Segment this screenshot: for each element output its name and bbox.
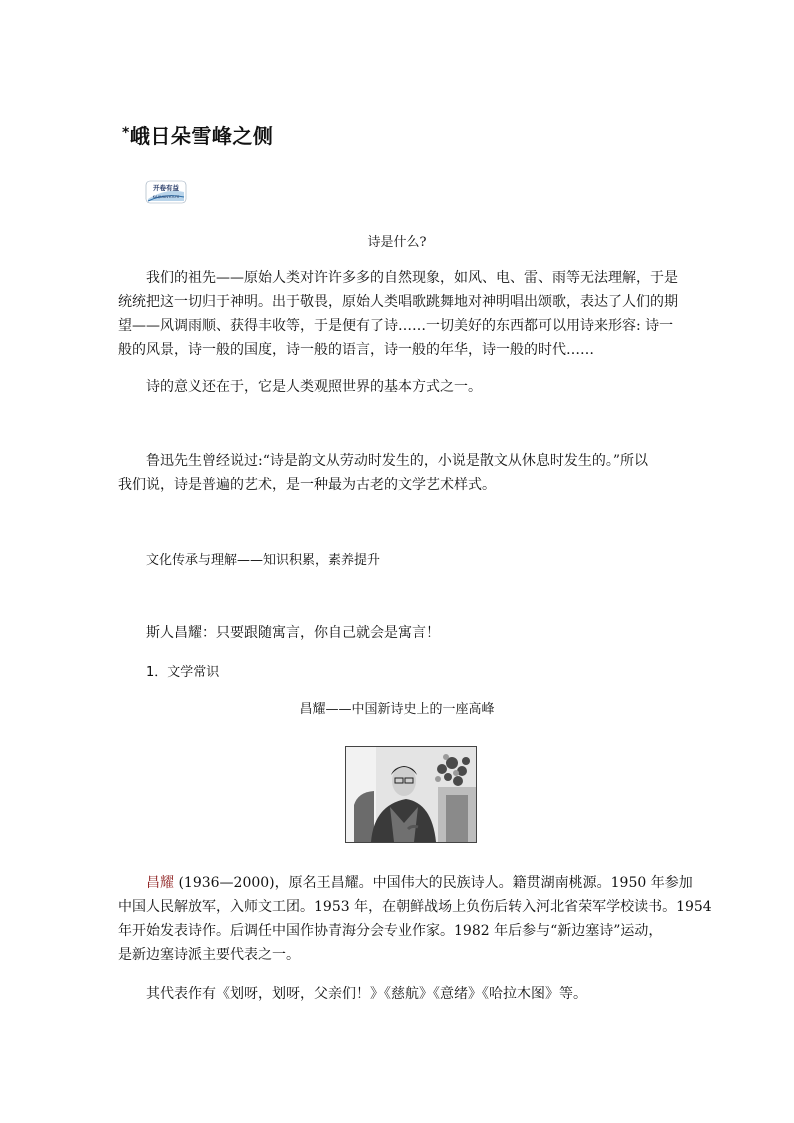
quote-changyao (118, 621, 678, 645)
paragraph-meaning (118, 375, 678, 399)
heading-culture: 文化传承与理解——知识积累，素养提升 (146, 553, 381, 568)
logo-subtext: KAIJUANYOUYI (152, 194, 180, 199)
section-literary-knowledge: 1．文学常识 (146, 665, 220, 680)
text-line: 统统把这一切归于神明。出于敬畏，原始人类唱歌跳舞地对神明唱出颂歌，表达了人们的期 (118, 294, 678, 310)
text-line: 诗的意义还在于，它是人类观照世界的基本方式之一。 (146, 379, 482, 395)
section-question: 诗是什么? (367, 235, 427, 250)
portrait-photo (345, 746, 477, 843)
text-line: 是新边塞诗派主要代表之一。 (118, 947, 300, 963)
poet-name: 昌耀 (146, 875, 174, 891)
text-line (118, 871, 693, 895)
portrait-image (346, 747, 476, 842)
kaijuanyouyi-logo (145, 180, 187, 204)
title-text: 峨日朵雪峰之侧 (129, 124, 274, 148)
text-line: 我们说，诗是普遍的艺术，是一种最为古老的文学艺术样式。 (118, 477, 496, 493)
asterisk-mark: * (122, 125, 130, 141)
text-line: 中国人民解放军，入师文工团。1953 年，在朝鲜战场上负伤后转入河北省荣军学校读书。1954 (118, 899, 712, 915)
text-line: 般的风景，诗一般的国度，诗一般的语言，诗一般的年华，诗一般的时代…… (118, 342, 594, 358)
subheading-changyao: 昌耀——中国新诗史上的一座高峰 (299, 702, 495, 717)
paragraph-works (118, 982, 678, 1006)
bio-line-rest: (1936—2000)，原名王昌耀。中国伟大的民族诗人。籍贯湖南桃源。1950 年参加 (174, 875, 693, 891)
page-title (122, 120, 273, 149)
paragraph-biography (118, 871, 712, 967)
text-line: 我们的祖先——原始人类对许许多多的自然现象，如风、电、雷、雨等无法理解，于是 (146, 270, 678, 286)
text-line: 其代表作有《划呀，划呀，父亲们！》《慈航》《意绪》《哈拉木图》等。 (146, 986, 587, 1002)
text-line: 年开始发表诗作。后调任中国作协青海分会专业作家。1982 年后参与“新边塞诗”运动， (118, 923, 663, 939)
paragraph-ancestors (118, 266, 678, 362)
logo-text: 开卷有益 (153, 184, 179, 192)
paragraph-luxun (118, 449, 678, 497)
text-line: 望——风调雨顺、获得丰收等，于是便有了诗……一切美好的东西都可以用诗来形容: 诗一 (118, 318, 674, 334)
text-line: 鲁迅先生曾经说过:“诗是韵文从劳动时发生的，小说是散文从休息时发生的。”所以 (146, 453, 649, 469)
text-line: 斯人昌耀：只要跟随寓言，你自己就会是寓言！ (146, 625, 440, 641)
